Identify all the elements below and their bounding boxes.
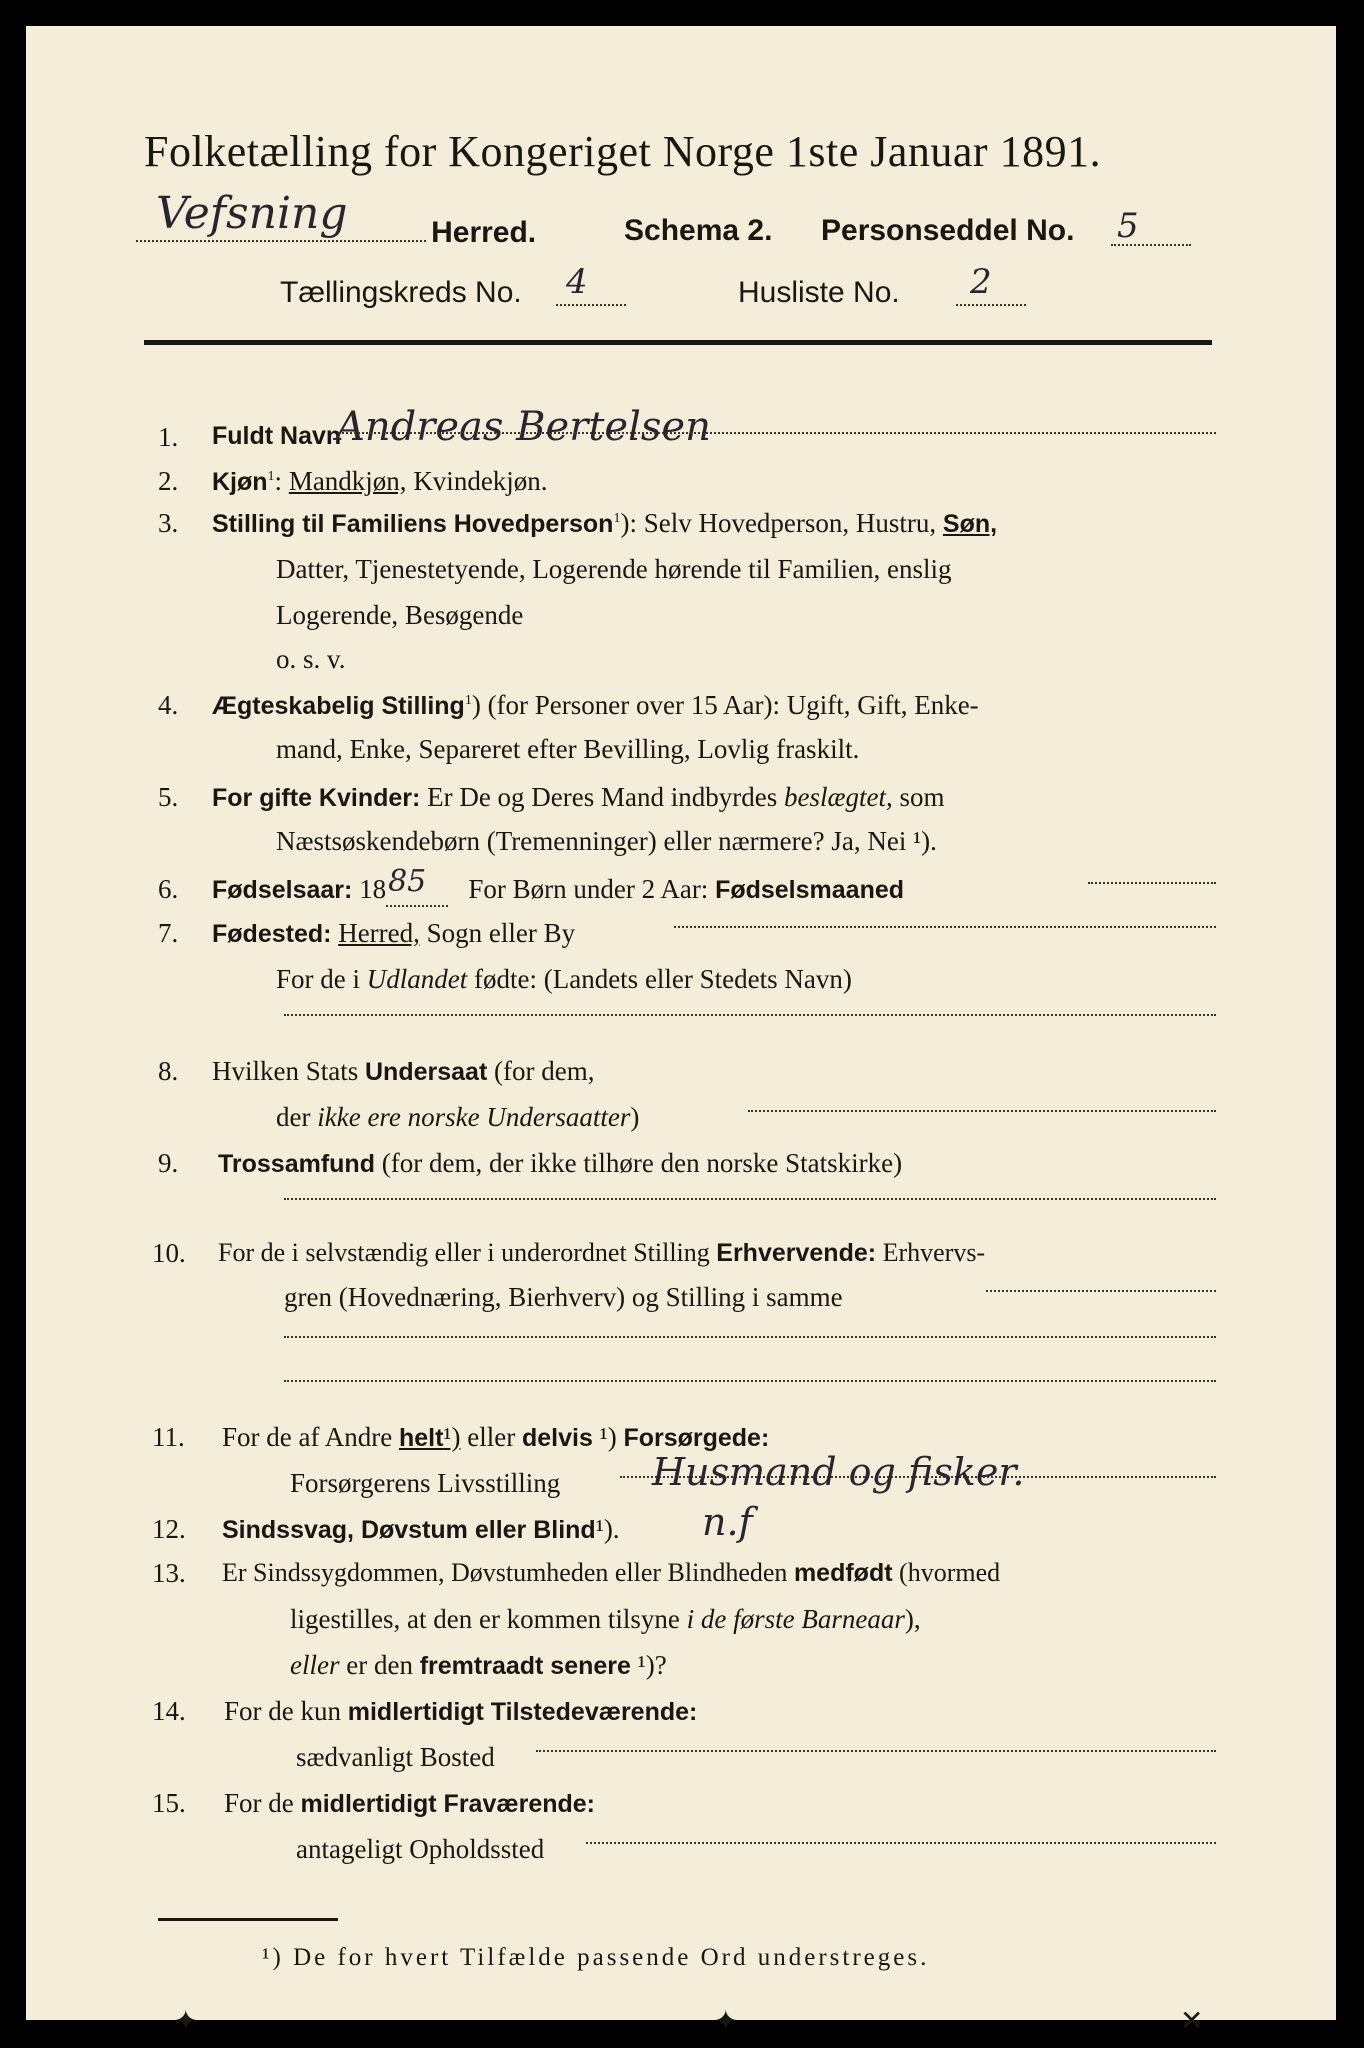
q5-line2: Næstsøskendebørn (Tremenninger) eller nærmere? Ja, Nei ¹). [276,826,937,856]
item-number: 6. [158,874,179,904]
q6-year-value: 85 [388,864,427,899]
q4-line1: Ægteskabelig Stilling$^1$) (for Personer over 15 Aar): Ugift, Gift, Enke- [212,690,979,720]
kreds-value: 4 [566,262,588,302]
item-number: 1. [158,422,179,452]
item-number: 5. [158,782,179,812]
personseddel-value: 5 [1117,206,1139,246]
q14-line1: For de kun midlertidigt Tilstedeværende: [224,1696,698,1726]
q9-line: Trossamfund (for dem, der ikke tilhøre den norske Statskirke) [218,1148,903,1178]
herred-value: Vefsning [156,188,348,239]
item-number: 14. [152,1696,186,1726]
item-number: 2. [158,466,179,496]
q11-option-helt: helt [398,1424,444,1452]
q8-line1: Hvilken Stats Undersaat (for dem, [212,1056,595,1086]
q3-line2: Datter, Tjenestetyende, Logerende hørende til Familien, enslig [276,554,952,584]
q12-answer: n.f [702,1500,753,1544]
q2-line: Kjøn$^1$: Mandkjøn, Kvindekjøn. [212,466,548,496]
herred-line [136,188,537,250]
herred-label: Herred. [431,216,537,249]
q7-line2: For de i Udlandet fødte: (Landets eller Stedets Navn) [276,964,852,994]
q7-line1: Fødested: Herred, Sogn eller By [212,918,576,948]
item-number: 10. [152,1238,186,1268]
item-number: 7. [158,918,179,948]
q2-option-mandkjon: Mandkjøn, [288,466,407,496]
husliste-value: 2 [970,262,992,302]
q6-line: Fødselsaar: 18 85 For Børn under 2 Aar: Fødselsmaaned [212,874,904,907]
q13-line2: ligestilles, at den er kommen tilsyne i de første Barneaar), [290,1604,921,1634]
personseddel-label: Personseddel No. [821,214,1075,247]
q13-line1: Er Sindssygdommen, Døvstumheden eller Blindheden medfødt (hvormed [222,1558,1001,1587]
item-number: 3. [158,508,179,538]
registration-mark-icon: ✦ [174,2004,198,2037]
kreds-label: Tællingskreds No. [280,276,522,309]
husliste-label: Husliste No. [738,276,900,309]
item-number: 12. [152,1514,186,1544]
q7-option-herred: Herred, [338,918,420,948]
item-number: 4. [158,690,179,720]
header-rule [144,340,1212,345]
item-number: 8. [158,1056,179,1086]
q15-line1: For de midlertidigt Fraværende: [224,1788,595,1818]
q12-line: Sindssvag, Døvstum eller Blind¹). [222,1514,620,1544]
schema-label: Schema 2. [624,214,773,247]
item-number: 11. [152,1422,185,1452]
footnote: ¹) De for hvert Tilfælde passende Ord understreges. [262,1944,930,1971]
item-number: 9. [158,1148,179,1178]
q5-line1: For gifte Kvinder: Er De og Deres Mand indbyrdes beslægtet, som [212,782,945,812]
q14-line2: sædvanligt Bosted [296,1742,495,1772]
q3-line1: Stilling til Familiens Hovedperson$^1$): Selv Hovedperson, Hustru, Søn, [212,508,998,538]
item-number: 13. [152,1558,186,1588]
item-number: 15. [152,1788,186,1818]
form-title: Folketælling for Kongeriget Norge 1ste Januar 1891. [144,127,1102,176]
q1-label: Fuldt Navn [212,422,342,450]
q13-line3: eller er den fremtraadt senere ¹)? [290,1650,667,1680]
q4-line2: mand, Enke, Separeret efter Bevilling, Lovlig fraskilt. [276,734,860,764]
q11-line2: Forsørgerens Livsstilling [290,1468,561,1498]
q3-line3: Logerende, Besøgende [276,600,524,630]
q1-answer: Andreas Bertelsen [336,404,711,450]
registration-mark-icon: ✕ [1180,2004,1204,2037]
q11-line1: For de af Andre helt¹) eller delvis ¹) Forsørgede: [222,1422,770,1452]
q8-line2: der ikke ere norske Undersaatter) [276,1102,640,1132]
q10-line1: For de i selvstændig eller i underordnet Stilling Erhvervende: Erhvervs- [218,1238,986,1267]
registration-mark-icon: ✦ [714,2004,738,2037]
q3-option-son: Søn, [942,510,998,538]
footnote-rule [158,1918,338,1921]
q15-line2: antageligt Opholdssted [296,1834,545,1864]
q3-line4: o. s. v. [276,644,346,674]
q10-line2: gren (Hovednæring, Bierhverv) og Stilling i samme [284,1282,843,1312]
census-form [26,26,1336,2037]
q11-answer: Husmand og fisker. [652,1450,1025,1494]
